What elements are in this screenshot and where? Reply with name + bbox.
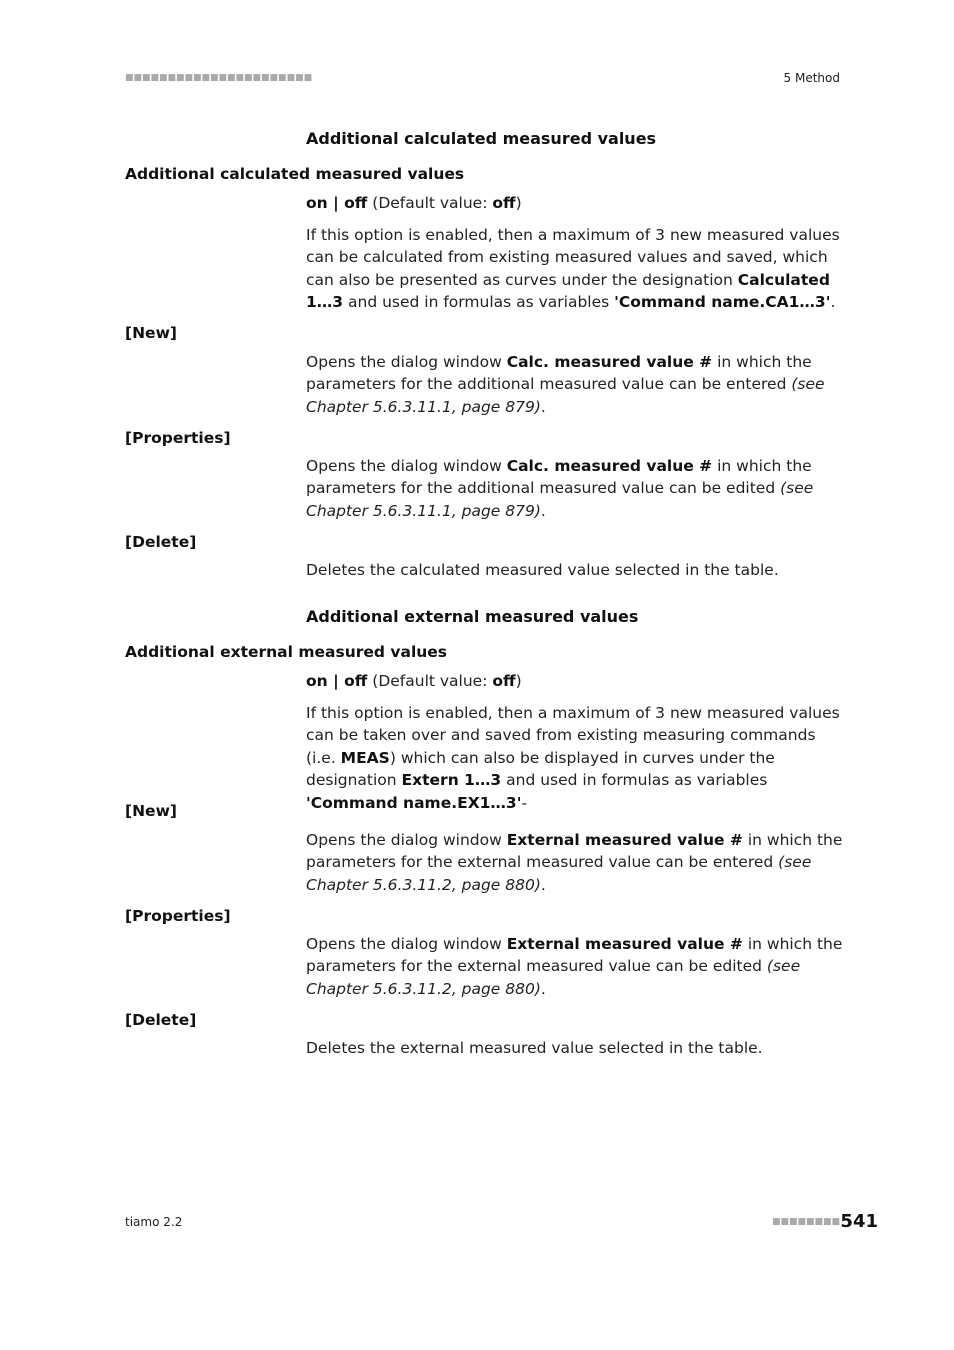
chapter-title: 5 Method bbox=[783, 71, 840, 85]
term-calc-new: [New] bbox=[125, 324, 177, 342]
calc-description: If this option is enabled, then a maximum of 3 new measured values can be calculated from existing measured values and saved, which can also be presented as curves under the designation Calculated 1…3 and used in formulas as variables 'Command name.CA1…3'. bbox=[306, 226, 840, 312]
ext-delete-description: Deletes the external measured value selected in the table. bbox=[306, 1039, 763, 1057]
section-heading-external: Additional external measured values bbox=[306, 607, 639, 626]
ext-new-description: Opens the dialog window External measured value # in which the parameters for the external measured value can be entered (see Chapter 5.6.3.11.2, page 880). bbox=[306, 831, 843, 894]
page-number: 541 bbox=[840, 1211, 878, 1232]
term-calc-delete: [Delete] bbox=[125, 533, 197, 551]
section-heading-calculated: Additional calculated measured values bbox=[306, 129, 657, 148]
footer-decoration: ■■■■■■■■ bbox=[772, 1217, 841, 1227]
ext-onoff: on | off (Default value: off) bbox=[306, 672, 522, 690]
header-decoration: ■■■■■■■■■■■■■■■■■■■■■■ bbox=[125, 73, 313, 83]
term-ext-new: [New] bbox=[125, 802, 177, 820]
term-ext-delete: [Delete] bbox=[125, 1011, 197, 1029]
ext-description: If this option is enabled, then a maximum of 3 new measured values can be taken over and saved from existing measuring commands (i.e. MEAS) which can also be displayed in curves under the designation Extern 1…3 and used in formulas as variables 'Command name.EX1…3'- bbox=[306, 704, 840, 812]
calc-onoff: on | off (Default value: off) bbox=[306, 194, 522, 212]
term-calc-properties: [Properties] bbox=[125, 429, 231, 447]
calc-properties-description: Opens the dialog window Calc. measured value # in which the parameters for the additional measured value can be edited (see Chapter 5.6.3.11.1, page 879). bbox=[306, 457, 814, 520]
ext-properties-description: Opens the dialog window External measured value # in which the parameters for the external measured value can be edited (see Chapter 5.6.3.11.2, page 880). bbox=[306, 935, 843, 998]
footer-product: tiamo 2.2 bbox=[125, 1215, 183, 1229]
term-calculated-values: Additional calculated measured values bbox=[125, 165, 465, 183]
calc-delete-description: Deletes the calculated measured value selected in the table. bbox=[306, 561, 779, 579]
term-external-values: Additional external measured values bbox=[125, 643, 448, 661]
calc-new-description: Opens the dialog window Calc. measured value # in which the parameters for the additional measured value can be entered (see Chapter 5.6.3.11.1, page 879). bbox=[306, 353, 825, 416]
term-ext-properties: [Properties] bbox=[125, 907, 231, 925]
